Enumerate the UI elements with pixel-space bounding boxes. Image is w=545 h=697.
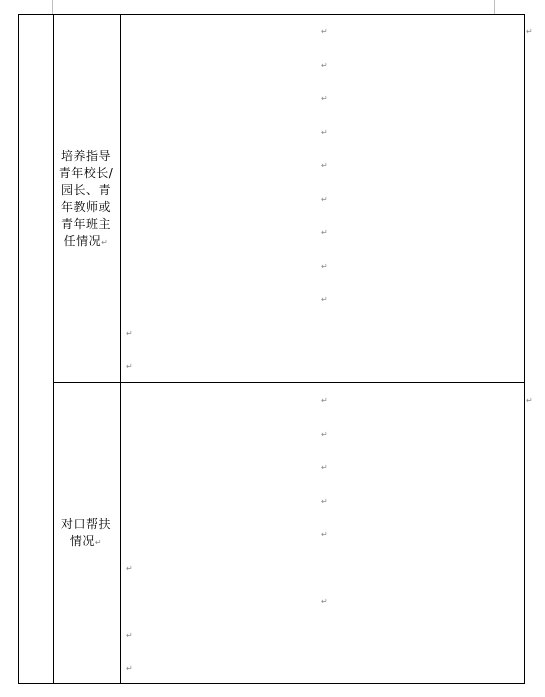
crop-mark [494, 0, 495, 14]
paragraph-mark-icon: ↵ [321, 396, 328, 405]
column-divider [120, 14, 121, 684]
paragraph-mark-icon: ↵ [321, 262, 328, 271]
paragraph-mark-icon: ↵ [321, 597, 328, 606]
paragraph-mark-icon: ↵ [321, 61, 328, 70]
paragraph-mark-icon: ↵ [321, 530, 328, 539]
paragraph-mark-icon: ↵ [321, 497, 328, 506]
paragraph-mark-icon: ↵ [321, 161, 328, 170]
section-label-text: 培养指导青年校长/园长、青年教师或青年班主任情况 [58, 149, 114, 248]
paragraph-mark-icon: ↵ [126, 362, 133, 371]
table-border-left [18, 14, 19, 684]
paragraph-mark-icon: ↵ [321, 128, 328, 137]
paragraph-mark-icon: ↵ [126, 329, 133, 338]
table-border-right [524, 14, 525, 684]
crop-mark [52, 0, 53, 14]
paragraph-mark-icon: ↵ [94, 538, 103, 547]
paragraph-mark-icon: ↵ [526, 27, 533, 36]
paragraph-mark-icon: ↵ [321, 94, 328, 103]
paragraph-mark-icon: ↵ [321, 195, 328, 204]
paragraph-mark-icon: ↵ [126, 664, 133, 673]
paragraph-mark-icon: ↵ [101, 238, 109, 247]
column-divider [53, 14, 54, 684]
paragraph-mark-icon: ↵ [321, 295, 328, 304]
paragraph-mark-icon: ↵ [321, 463, 328, 472]
table-border-top [18, 14, 525, 15]
paragraph-mark-icon: ↵ [126, 631, 133, 640]
paragraph-mark-icon: ↵ [321, 27, 328, 36]
paragraph-mark-icon: ↵ [321, 228, 328, 237]
paragraph-mark-icon: ↵ [321, 430, 328, 439]
section-label-assistance[interactable] [55, 516, 117, 551]
paragraph-mark-icon: ↵ [126, 564, 133, 573]
section-label-mentoring[interactable] [55, 148, 117, 251]
row-divider [53, 382, 525, 383]
paragraph-mark-icon: ↵ [526, 396, 533, 405]
section-label-text: 对口帮扶情况 [60, 517, 111, 548]
table-border-bottom [18, 683, 525, 684]
